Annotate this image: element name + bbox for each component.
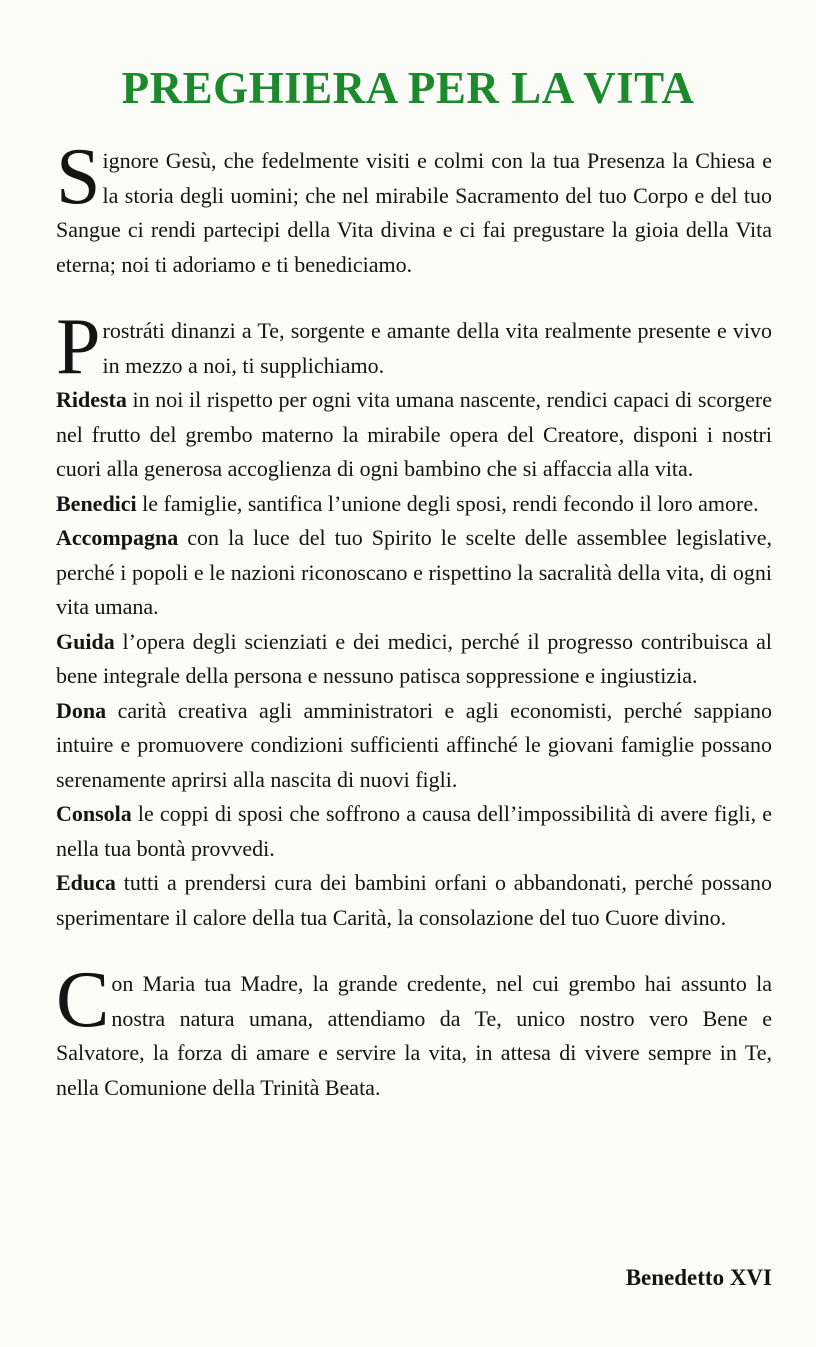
petition-keyword: Accompagna: [56, 525, 179, 550]
petition-keyword: Educa: [56, 870, 116, 895]
petition-text: l’opera degli scienziati e dei medici, perché il progresso contribuisca al bene integrale della persona e nessuno patisca soppressione e ingiustizia.: [56, 628, 772, 688]
petition-paragraph: [56, 694, 772, 798]
petition-paragraph: [56, 487, 772, 522]
petition-text: le famiglie, santifica l’unione degli sposi, rendi fecondo il loro amore.: [136, 490, 759, 516]
petition-keyword: Guida: [56, 628, 115, 654]
intro-paragraph: [56, 133, 772, 282]
petition-text: tutti a prendersi cura dei bambini orfani o abbandonati, perché possano sperimentare il calore della tua Carità, la consolazione del tuo Cuore divino.: [56, 870, 772, 930]
signature: Benedetto XVI: [625, 1265, 772, 1290]
page-title: PREGHIERA PER LA VITA: [121, 63, 695, 113]
petition-paragraph: [56, 521, 772, 625]
dropcap: P: [56, 303, 101, 391]
petition-paragraph: [56, 383, 772, 487]
petition-keyword: Ridesta: [56, 387, 127, 412]
petition-text: con la luce del tuo Spirito le scelte delle assemblee legislative, perché i popoli e le nazioni riconoscano e rispettino la sacralità della vita, di ogni vita umana.: [56, 525, 772, 619]
prayer-body: [56, 133, 772, 1105]
petition-text: le coppi di sposi che soffrono a causa dell’impossibilità di avere figli, e nella tua bontà provvedi.: [56, 801, 772, 861]
paragraph-text: rostráti dinanzi a Te, sorgente e amante della vita realmente presente e vivo in mezzo a noi, ti supplichiamo.: [102, 318, 772, 378]
petition-paragraph: [56, 866, 772, 935]
petition-paragraph: [56, 625, 772, 694]
paragraph-text: on Maria tua Madre, la grande credente, nel cui grembo hai assunto la nostra natura umana, attendiamo da Te, unico nostro vero Bene e Salvatore, la forza di amare e servire la vita, in attesa di vivere sempre in Te, nella Comunione della Trinità Beata.: [56, 971, 772, 1100]
dropcap: C: [56, 956, 110, 1044]
paragraph-text: ignore Gesù, che fedelmente visiti e colmi con la tua Presenza la Chiesa e la storia degli uomini; che nel mirabile Sacramento del tuo Corpo e del tuo Sangue ci rendi partecipi della Vita divina e ci fai pregustare la gioia della Vita eterna; noi ti adoriamo e ti benediciamo.: [56, 148, 772, 277]
petition-text: in noi il rispetto per ogni vita umana nascente, rendici capaci di scorgere nel frutto del grembo materno la mirabile opera del Creatore, disponi i nostri cuori alla generosa accoglienza di ogni bambino che si affaccia alla vita.: [56, 387, 772, 481]
petition-paragraph: [56, 797, 772, 866]
prostrati-paragraph: [56, 303, 772, 391]
petition-text: carità creativa agli amministratori e agli economisti, perché sappiano intuire e promuovere condizioni sufficienti affinché le giovani famiglie possano serenamente aprirsi alla nascita di nuovi figli.: [56, 697, 772, 792]
petition-keyword: Benedici: [56, 490, 137, 516]
dropcap: S: [56, 133, 101, 221]
petition-keyword: Dona: [56, 697, 107, 723]
petition-keyword: Consola: [56, 801, 132, 826]
closing-paragraph: [56, 956, 772, 1105]
